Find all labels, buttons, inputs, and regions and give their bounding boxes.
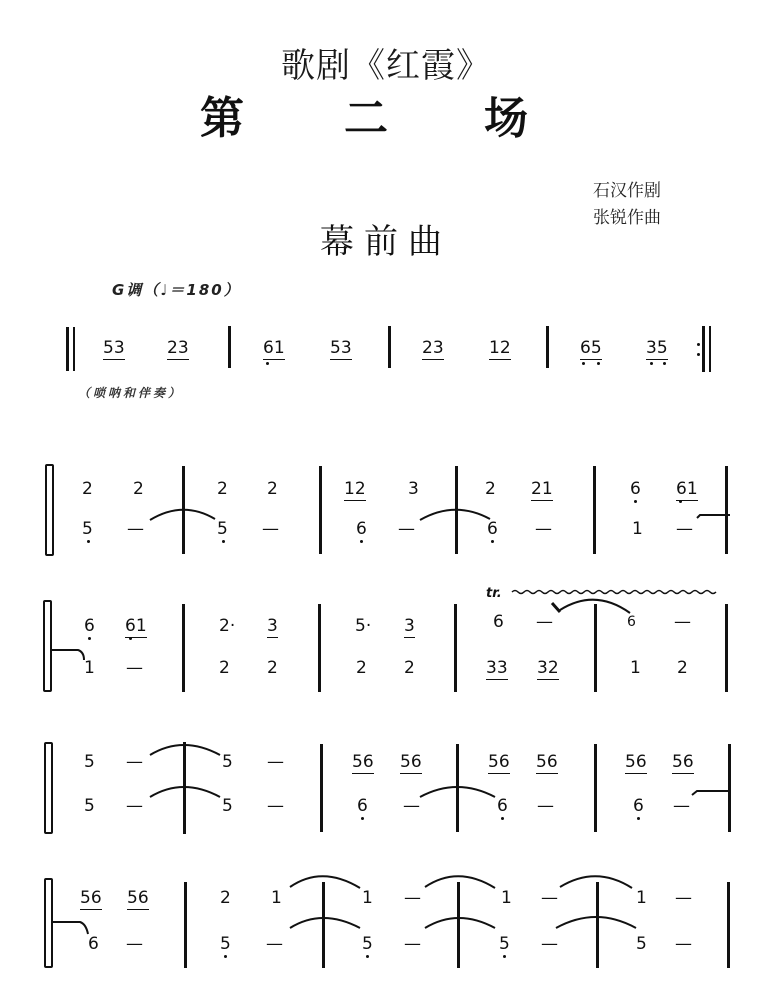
intro-note: 35 — [646, 338, 668, 358]
note: 6 — [356, 519, 367, 539]
key-tempo-marking: G调（♩＝180） — [112, 281, 241, 299]
note: — — [262, 519, 279, 539]
note: — — [541, 934, 558, 954]
credit-composer: 张锐作曲 — [593, 208, 661, 228]
note: — — [267, 796, 284, 816]
note: 5 — [222, 752, 233, 772]
note: — — [267, 752, 284, 772]
intro-note: 65 — [580, 338, 602, 358]
note: 56 — [536, 752, 558, 772]
note: 56 — [488, 752, 510, 772]
note: 6 — [487, 519, 498, 539]
note: 56 — [400, 752, 422, 772]
intro-note: 53 — [330, 338, 352, 358]
note: 5 — [636, 934, 647, 954]
note: 1 — [501, 888, 512, 908]
note: 6 — [627, 614, 636, 630]
note: 2 — [82, 479, 93, 499]
note: — — [126, 658, 143, 678]
tie-arc — [290, 876, 360, 888]
note: 2 — [677, 658, 688, 678]
note: 5 — [84, 752, 95, 772]
note: 3 — [404, 616, 415, 636]
tie-arc — [150, 745, 220, 755]
note: — — [536, 612, 553, 632]
tie-continuation — [692, 791, 728, 795]
note: 56 — [625, 752, 647, 772]
intro-note: 23 — [422, 338, 444, 358]
note: — — [541, 888, 558, 908]
trill-mark: tr. — [486, 586, 502, 601]
tie-arc — [420, 510, 490, 520]
note: 5 — [220, 934, 231, 954]
note: 56 — [352, 752, 374, 772]
note: 1 — [630, 658, 641, 678]
note: — — [675, 934, 692, 954]
note: 56 — [80, 888, 102, 908]
note: — — [675, 888, 692, 908]
note: 6 — [633, 796, 644, 816]
note: 56 — [127, 888, 149, 908]
note: 2 — [217, 479, 228, 499]
intro-note: 12 — [489, 338, 511, 358]
note: 2 — [219, 658, 230, 678]
tie-arc — [425, 876, 495, 888]
note: 5 — [217, 519, 228, 539]
note: — — [126, 796, 143, 816]
note: 33 — [486, 658, 508, 678]
note: 32 — [537, 658, 559, 678]
note: 1 — [271, 888, 282, 908]
note: — — [126, 934, 143, 954]
note: — — [403, 796, 420, 816]
note: — — [398, 519, 415, 539]
tie-arc — [150, 787, 220, 797]
note: 6 — [493, 612, 504, 632]
intro-note: 53 — [103, 338, 125, 358]
trill-wavy-line — [512, 591, 716, 594]
credit-playwright: 石汉作剧 — [593, 181, 661, 201]
note: — — [673, 796, 690, 816]
scene-title-char-3: 场 — [484, 93, 528, 144]
tie-arc — [150, 510, 215, 520]
accent-mark — [552, 603, 560, 612]
piece-subtitle: 幕前曲 — [320, 222, 452, 262]
note: 5· — [355, 616, 372, 636]
note: 6 — [497, 796, 508, 816]
note: 2 — [220, 888, 231, 908]
instrumentation-note: （唢呐和伴奏） — [78, 386, 184, 400]
note: 2 — [404, 658, 415, 678]
intro-note: 61 — [263, 338, 285, 358]
note: — — [674, 612, 691, 632]
note: 61 — [125, 616, 147, 636]
tie-arc — [290, 918, 360, 928]
note: 3 — [408, 479, 419, 499]
note: 56 — [672, 752, 694, 772]
note: 5 — [362, 934, 373, 954]
tie-arc — [420, 787, 495, 797]
opera-title: 歌剧《红霞》 — [281, 46, 491, 86]
note: — — [676, 519, 693, 539]
tie-arc — [560, 600, 630, 613]
note: 5 — [84, 796, 95, 816]
note: 2 — [267, 658, 278, 678]
note: — — [535, 519, 552, 539]
note: — — [404, 934, 421, 954]
note: — — [404, 888, 421, 908]
tie-arc — [556, 917, 636, 928]
tie-continuation — [52, 922, 88, 934]
note: 1 — [632, 519, 643, 539]
note: 1 — [84, 658, 95, 678]
note: 2· — [219, 616, 236, 636]
note: — — [266, 934, 283, 954]
tie-arc — [425, 918, 495, 928]
note: — — [126, 752, 143, 772]
note: 5 — [82, 519, 93, 539]
tie-continuation — [52, 650, 84, 660]
intro-note: 23 — [167, 338, 189, 358]
note: 3 — [267, 616, 278, 636]
note: 2 — [133, 479, 144, 499]
note: 6 — [357, 796, 368, 816]
note: — — [127, 519, 144, 539]
tie-continuation — [697, 515, 730, 518]
note: 2 — [267, 479, 278, 499]
scene-title-char-2: 二 — [344, 93, 388, 144]
note: 5 — [222, 796, 233, 816]
note: 2 — [356, 658, 367, 678]
note: 1 — [636, 888, 647, 908]
note: 2 — [485, 479, 496, 499]
note: 12 — [344, 479, 366, 499]
note: 6 — [84, 616, 95, 636]
note: 1 — [362, 888, 373, 908]
note: 61 — [676, 479, 698, 499]
note: — — [537, 796, 554, 816]
scene-title-char-1: 第 — [200, 93, 244, 144]
note: 6 — [630, 479, 641, 499]
note: 6 — [88, 934, 99, 954]
tie-arc — [560, 876, 632, 888]
note: 21 — [531, 479, 553, 499]
note: 5 — [499, 934, 510, 954]
